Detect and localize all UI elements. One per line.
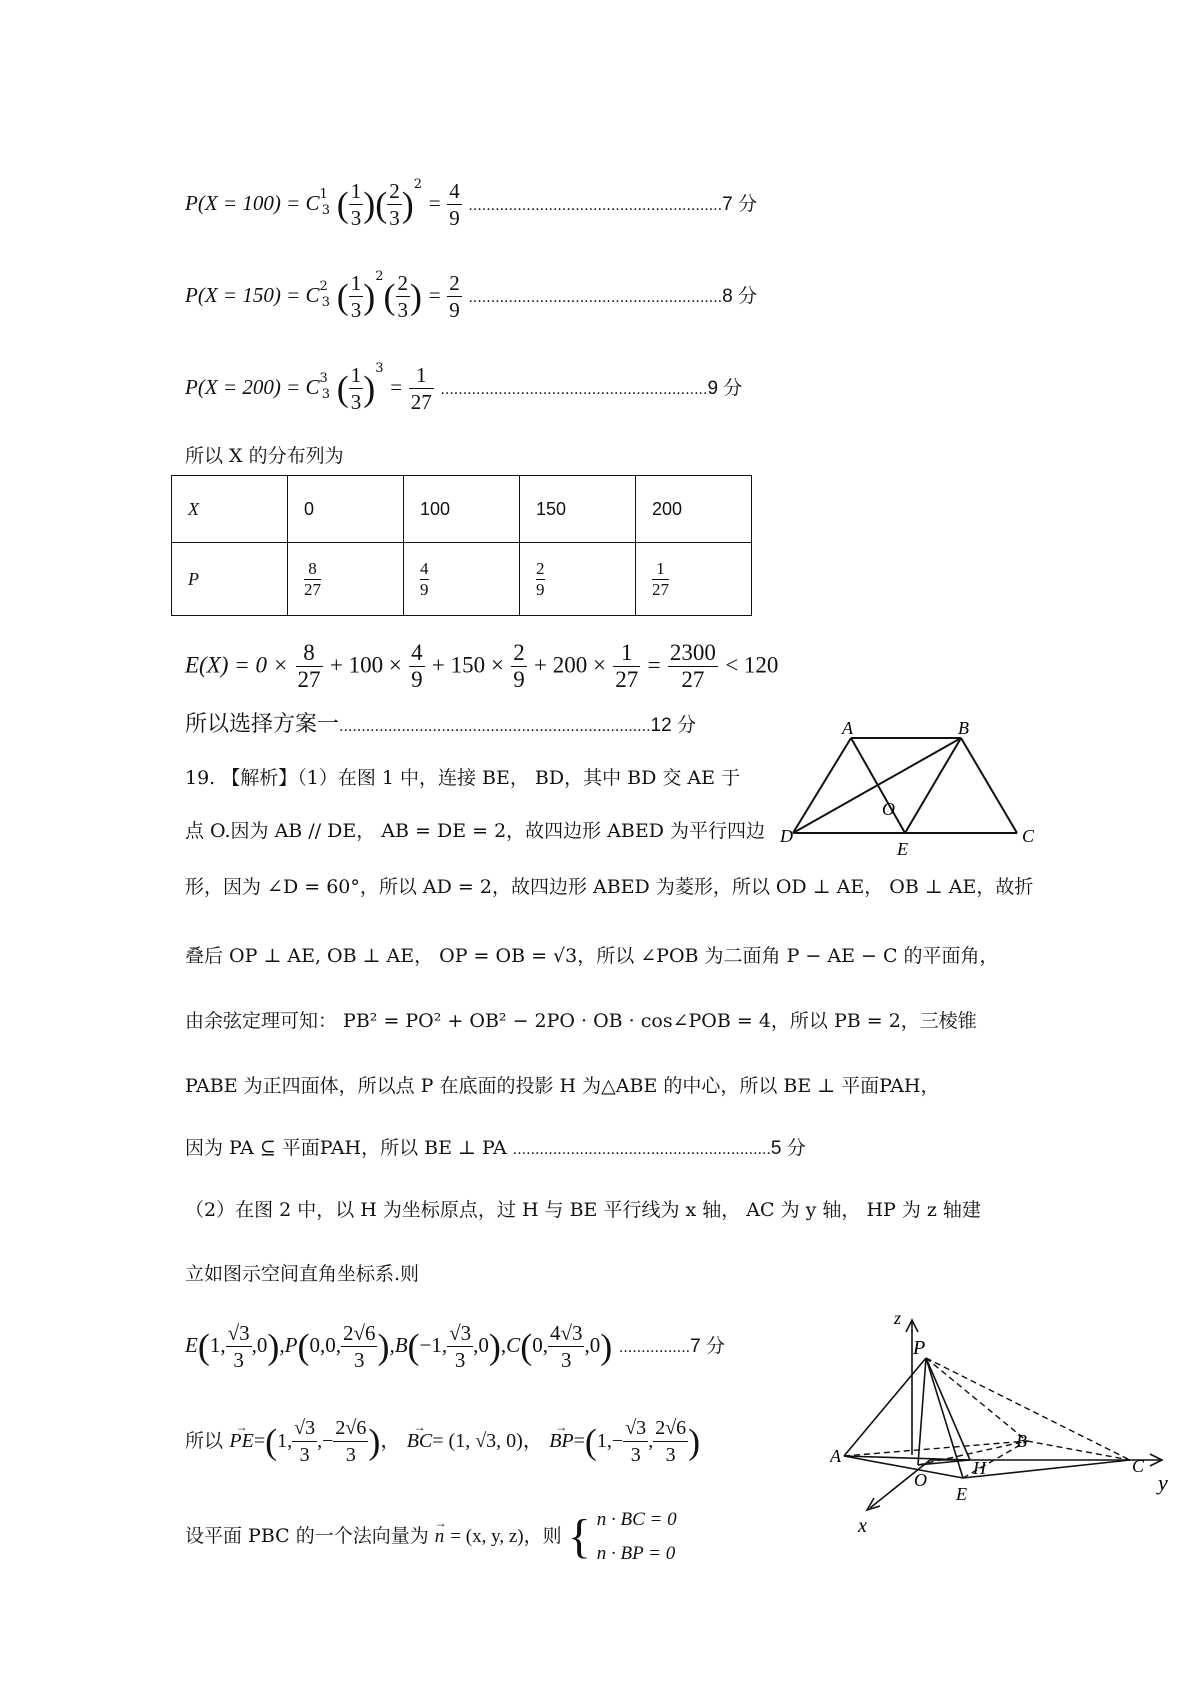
- normal-vector-line: 设平面 PBC 的一个法向量为 n → = (x, y, z)，则 { n · BC = 0 n · BP = 0: [185, 1503, 677, 1571]
- q19-line-4: 叠后 OP ⊥ AE, OB ⊥ AE， OP = OB = √3，所以 ∠POB 为二面角 P − AE − C 的平面角，: [185, 945, 999, 967]
- distribution-table: [171, 475, 752, 616]
- figure-2-tetrahedron: [830, 1310, 1180, 1600]
- label-o2: O: [914, 1470, 927, 1490]
- axis-x-label: x: [858, 1515, 867, 1537]
- axis-y-label: y: [1158, 1470, 1168, 1495]
- distribution-intro: 所以 X 的分布列为: [185, 445, 344, 467]
- q19-line-1: 19. 【解析】（1）在图 1 中，连接 BE， BD，其中 BD 交 AE 于: [185, 767, 741, 789]
- q19-line-8: （2）在图 2 中，以 H 为坐标原点，过 H 与 BE 平行线为 x 轴， AC 为 y 轴， HP 为 z 轴建: [185, 1199, 981, 1221]
- label-o: O: [882, 799, 895, 819]
- table-cell: $\frac{1}{27}$: [636, 543, 752, 616]
- vectors-line: 所以 PE →=(1, $\frac{√3}{3}$ ,− $\frac{2√6}{3}$ )， BC →= (1, √3, 0)， BP →=(1,− $\frac{√3}{3}$ , $\frac{2√6}{3}$ ): [185, 1415, 700, 1468]
- axis-z-label: z: [894, 1310, 902, 1328]
- label-e: E: [897, 839, 908, 859]
- q19-line-7: 因为 PA ⊆ 平面PAH，所以 BE ⊥ PA ..........................................................5 分: [185, 1137, 806, 1159]
- table-cell: 150: [520, 476, 636, 543]
- label-b: B: [958, 720, 969, 738]
- table-cell: $\frac{8}{27}$: [288, 543, 404, 616]
- expectation-line: E(X) = 0 × $\frac{8}{27}$ + 100 × $\frac{4}{9}$ + 150 × $\frac{2}{9}$ + 200 × $\frac{1}{27}$ = $\frac{2300}{27}$ < 120: [185, 640, 779, 692]
- table-row: [172, 543, 752, 616]
- q19-line-5: 由余弦定理可知： PB² = PO² + OB² − 2PO · OB · cos∠POB = 4，所以 PB = 2，三棱锥: [185, 1010, 977, 1032]
- table-cell: $\frac{4}{9}$: [404, 543, 520, 616]
- q19-line-2: 点 O.因为 AB // DE， AB = DE = 2，故四边形 ABED 为平行四边: [185, 820, 766, 842]
- prob-x200-line: $P(X = 200) = C^3_3$ ( $\frac{1}{3}$ )$^3$ = $\frac{1}{27}$ ............................................................9 分: [185, 361, 743, 414]
- table-cell: 200: [636, 476, 752, 543]
- q19-line-9: 立如图示空间直角坐标系.则: [185, 1263, 420, 1285]
- coordinates-line: E(1, $\frac{√3}{3}$ ,0),P(0,0, $\frac{2√6}{3}$ ),B(−1, $\frac{√3}{3}$ ,0),C(0, $\frac{4√3}{3}$ ,0) ................7 分: [185, 1321, 725, 1372]
- prob-x150-line: $P(X = 150) = C^2_3$ ( $\frac{1}{3}$ )$^2$( $\frac{2}{3}$ ) = $\frac{2}{9}$ .........................................................8 分: [185, 269, 757, 322]
- label-b2: B: [1016, 1431, 1027, 1451]
- table-row: [172, 476, 752, 543]
- label-a2: A: [830, 1446, 841, 1466]
- label-h: H: [973, 1458, 986, 1478]
- table-cell: 100: [404, 476, 520, 543]
- q19-line-3: 形，因为 ∠D = 60°，所以 AD = 2，故四边形 ABED 为菱形，所以 OD ⊥ AE， OB ⊥ AE，故折: [185, 876, 1034, 898]
- label-d: D: [780, 826, 793, 846]
- q19-line-6: PABE 为正四面体，所以点 P 在底面的投影 H 为△ABE 的中心，所以 BE ⊥ 平面PAH，: [185, 1075, 940, 1097]
- table-cell: $\frac{2}{9}$: [520, 543, 636, 616]
- label-c: C: [1022, 826, 1035, 846]
- label-a: A: [842, 720, 853, 738]
- table-cell: 0: [288, 476, 404, 543]
- table-cell: P: [172, 543, 288, 616]
- label-e2: E: [956, 1484, 967, 1504]
- figure-1-trapezoid: [780, 720, 1040, 860]
- prob-x100-line: $P(X = 100) = C^1_3$ ( $\frac{1}{3}$ )( $\frac{2}{3}$ )$^2$ = $\frac{4}{9}$ .........................................................7 分: [185, 177, 757, 230]
- label-p: P: [913, 1337, 926, 1359]
- choose-plan-line: 所以选择方案一......................................................................12 分: [185, 712, 696, 737]
- label-c2: C: [1132, 1456, 1145, 1476]
- table-cell: X: [172, 476, 288, 543]
